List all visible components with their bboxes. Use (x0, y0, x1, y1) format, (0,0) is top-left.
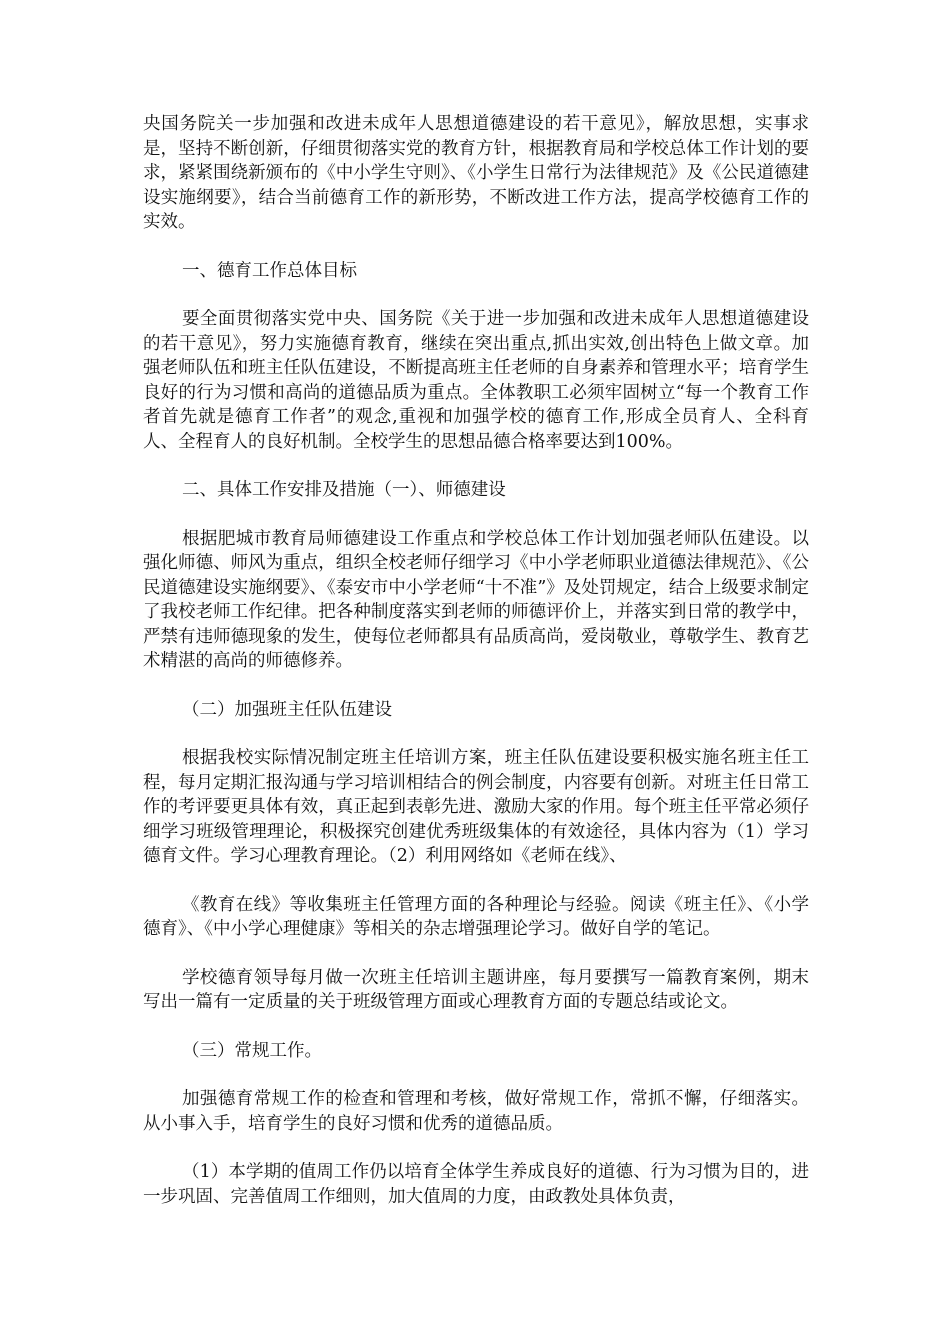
overall-goal-paragraph: 要全面贯彻落实党中央、国务院《关于进一步加强和改进未成年人思想道德建设的若干意见》，努力实施德育教育，继续在突出重点,抓出实效,创出特色上做文章。加强老师队伍和班主任队伍建设，不断提高班主任老师的自身素养和管理水平；培育学生良好的行为习惯和高尚的道德品质为重点。全体教职工必须牢固树立“每一个教育工作者首先就是德育工作者”的观念,重视和加强学校的德育工作,形成全员育人、全科育人、全程育人的良好机制。全校学生的思想品德合格率要达到100%。 (143, 309, 809, 452)
routine-work-paragraph: 加强德育常规工作的检查和管理和考核，做好常规工作，常抓不懈，仔细落实。从小事入手，培育学生的良好习惯和优秀的道德品质。 (143, 1089, 809, 1134)
reading-study-paragraph: 《教育在线》等收集班主任管理方面的各种理论与经验。阅读《班主任》、《小学德育》、《中小学心理健康》等相关的杂志增强理论学习。做好自学的笔记。 (143, 894, 809, 939)
section-heading-routine-work: （三）常规工作。 (182, 1040, 322, 1061)
intro-paragraph: 央国务院关一步加强和改进未成年人思想道德建设的若干意见》，解放思想，实事求是，坚持不断创新，仔细贯彻落实党的教育方针，根据教育局和学校总体工作计划的要求，紧紧围绕新颁布的《中小学生守则》、《小学生日常行为法律规范》及《公民道德建设实施纲要》，结合当前德育工作的新形势，不断改进工作方法，提高学校德育工作的实效。 (143, 114, 809, 232)
monthly-lecture-paragraph: 学校德育领导每月做一次班主任培训主题讲座，每月要撰写一篇教育案例，期末写出一篇有一定质量的关于班级管理方面或心理教育方面的专题总结或论文。 (143, 967, 809, 1012)
section-heading-head-teachers: （二）加强班主任队伍建设 (182, 699, 392, 720)
teacher-ethics-paragraph: 根据肥城市教育局师德建设工作重点和学校总体工作计划加强老师队伍建设。以强化师德、师风为重点，组织全校老师仔细学习《中小学老师职业道德法律规范》、《公民道德建设实施纲要》、《泰安市中小学老师“十不准”》及处罚规定，结合上级要求制定了我校老师工作纪律。把各种制度落实到老师的师德评价上，并落实到日常的教学中，严禁有违师德现象的发生，使每位老师都具有品质高尚，爱岗敬业，尊敬学生、教育艺术精湛的高尚的师德修养。 (143, 528, 809, 671)
section-heading-work-arrangements: 二、具体工作安排及措施（一）、师德建设 (182, 480, 506, 500)
duty-week-paragraph: （1）本学期的值周工作仍以培育全体学生养成良好的道德、行为习惯为目的，进一步巩固、完善值周工作细则，加大值周的力度，由政教处具体负责， (143, 1162, 809, 1207)
head-teacher-training-paragraph: 根据我校实际情况制定班主任培训方案，班主任队伍建设要积极实施名班主任工程，每月定期汇报沟通与学习培训相结合的例会制度，内容要有创新。对班主任日常工作的考评要更具体有效，真正起到表彰先进、激励大家的作用。每个班主任平常必须仔细学习班级管理理论，积极探究创建优秀班级集体的有效途径，具体内容为（1）学习德育文件。学习心理教育理论。（2）利用网络如《老师在线》、 (143, 748, 809, 866)
section-heading-overall-goal: 一、德育工作总体目标 (182, 260, 357, 281)
document-page (143, 112, 809, 1233)
